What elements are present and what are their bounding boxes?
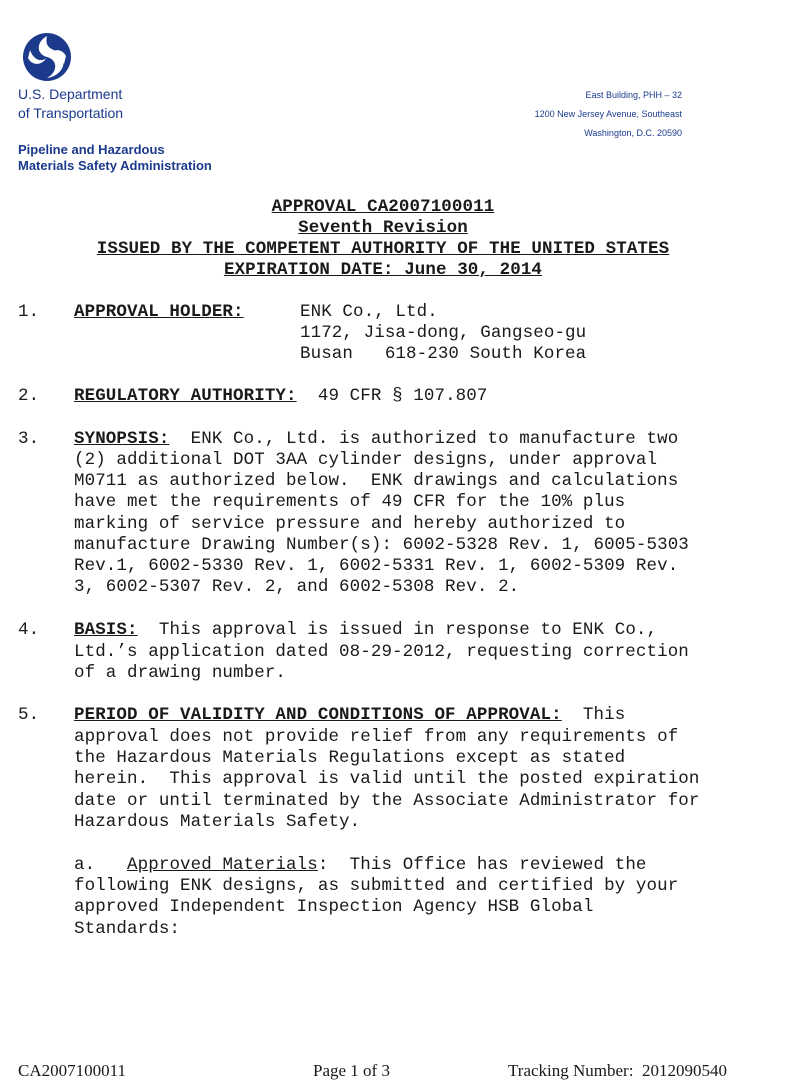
holder-name: ENK Co., Ltd.: [300, 302, 438, 322]
issued-by-title: ISSUED BY THE COMPETENT AUTHORITY OF THE UNITED STATES: [96, 239, 670, 259]
section-3-line: marking of service pressure and hereby authorized to: [74, 514, 626, 534]
expiration-title: EXPIRATION DATE: June 30, 2014: [223, 260, 543, 280]
section-3-line: 3, 6002-5307 Rev. 2, and 6002-5308 Rev. 2.: [74, 577, 520, 597]
section-5a-line: following ENK designs, as submitted and certified by your: [74, 876, 679, 896]
section-4-first-line: BASIS: This approval is issued in response to ENK Co.,: [74, 620, 658, 640]
holder-address-line1: 1172, Jisa-dong, Gangseo-gu: [300, 323, 587, 343]
section-4-line: of a drawing number.: [74, 663, 287, 683]
section-2-line: REGULATORY AUTHORITY: 49 CFR § 107.807: [74, 386, 488, 406]
administration-name-line1: Pipeline and Hazardous: [18, 142, 165, 157]
revision-title: Seventh Revision: [298, 218, 468, 238]
footer-approval-number: CA2007100011: [18, 1061, 126, 1080]
approval-title: APPROVAL CA2007100011: [271, 197, 495, 217]
agency-name-line2: of Transportation: [18, 105, 124, 121]
section-5-line: date or until terminated by the Associate Administrator for: [74, 791, 700, 811]
section-5a-first-line: a. Approved Materials: This Office has reviewed the: [74, 855, 647, 875]
section-4-line: Ltd.’s application dated 08-29-2012, requesting correction: [74, 642, 689, 662]
section-5-number: 5.: [18, 705, 40, 725]
section-3-number: 3.: [18, 429, 40, 449]
section-3-line: have met the requirements of 49 CFR for the 10% plus: [74, 492, 626, 512]
section-3-line: (2) additional DOT 3AA cylinder designs, under approval: [74, 450, 658, 470]
address-line1: East Building, PHH – 32: [585, 90, 682, 100]
section-1-heading: APPROVAL HOLDER:: [74, 302, 244, 322]
footer-page-number: Page 1 of 3: [313, 1061, 390, 1080]
section-1-number: 1.: [18, 302, 40, 322]
agency-name-line1: U.S. Department: [18, 86, 123, 102]
section-5-line: approval does not provide relief from any requirements of: [74, 727, 679, 747]
section-3-line: Rev.1, 6002-5330 Rev. 1, 6002-5331 Rev. 1, 6002-5309 Rev.: [74, 556, 679, 576]
section-4-number: 4.: [18, 620, 40, 640]
section-3-line: manufacture Drawing Number(s): 6002-5328 Rev. 1, 6005-5303: [74, 535, 689, 555]
address-line2: 1200 New Jersey Avenue, Southeast: [534, 109, 682, 119]
holder-address-line2: Busan 618-230 South Korea: [300, 344, 587, 364]
dot-logo-icon: [22, 32, 72, 82]
address-line3: Washington, D.C. 20590: [584, 128, 682, 138]
section-5-first-line: PERIOD OF VALIDITY AND CONDITIONS OF APPROVAL: This: [74, 705, 626, 725]
section-2-number: 2.: [18, 386, 40, 406]
section-5-line: the Hazardous Materials Regulations except as stated: [74, 748, 626, 768]
section-5-line: herein. This approval is valid until the posted expiration: [74, 769, 700, 789]
section-5-line: Hazardous Materials Safety.: [74, 812, 361, 832]
administration-name-line2: Materials Safety Administration: [18, 158, 212, 173]
section-5a-line: approved Independent Inspection Agency HSB Global: [74, 897, 594, 917]
section-5a-line: Standards:: [74, 919, 181, 939]
section-3-first-line: SYNOPSIS: ENK Co., Ltd. is authorized to manufacture two: [74, 429, 679, 449]
footer-tracking-number: Tracking Number: 2012090540: [508, 1061, 727, 1080]
section-3-line: M0711 as authorized below. ENK drawings and calculations: [74, 471, 679, 491]
